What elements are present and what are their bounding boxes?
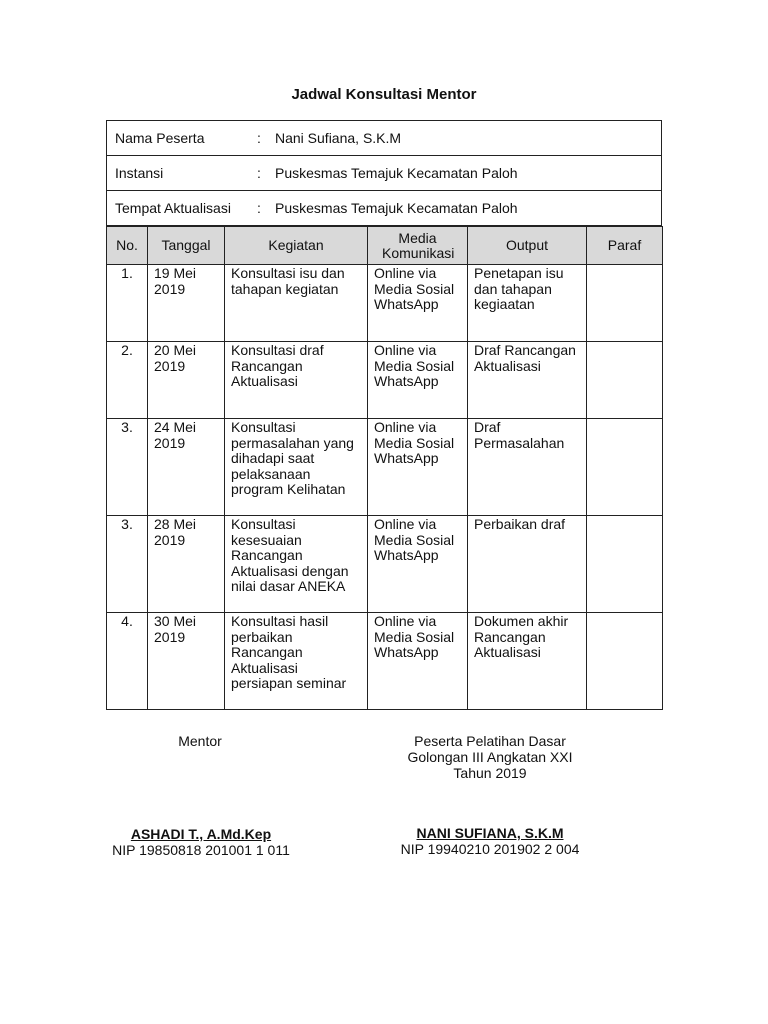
info-separator: : [257,156,275,191]
cell-tanggal: 28 Mei 2019 [148,516,225,613]
info-value: Nani Sufiana, S.K.M [275,121,662,156]
header-kegiatan: Kegiatan [225,227,368,265]
cell-output: Penetapan isu dan tahapan kegiaatan [468,265,587,342]
cell-no: 3. [107,516,148,613]
cell-tanggal: 19 Mei 2019 [148,265,225,342]
info-label: Nama Peserta [107,121,258,156]
participant-info-table [106,120,662,226]
cell-paraf [587,613,663,710]
cell-no: 1. [107,265,148,342]
cell-kegiatan: Konsultasi permasalahan yang dihadapi saat pelaksanaan program Kelihatan [225,419,368,516]
participant-nip: NIP 19940210 201902 2 004 [400,841,580,857]
cell-kegiatan: Konsultasi hasil perbaikan Rancangan Aktualisasi persiapan seminar [225,613,368,710]
info-value: Puskesmas Temajuk Kecamatan Paloh [275,156,662,191]
cell-no: 3. [107,419,148,516]
header-media: Media Komunikasi [368,227,468,265]
cell-paraf [587,342,663,419]
info-row-instansi [107,156,662,191]
participant-role-line1: Peserta Pelatihan Dasar [414,733,566,749]
cell-media: Online via Media Sosial WhatsApp [368,516,468,613]
cell-output: Draf Permasalahan [468,419,587,516]
mentor-signature-block [96,826,306,858]
cell-media: Online via Media Sosial WhatsApp [368,342,468,419]
info-value: Puskesmas Temajuk Kecamatan Paloh [275,191,662,226]
schedule-table [106,226,663,710]
info-row-tempat [107,191,662,226]
info-row-nama [107,121,662,156]
cell-media: Online via Media Sosial WhatsApp [368,419,468,516]
header-output: Output [468,227,587,265]
document-title: Jadwal Konsultasi Mentor [291,86,477,103]
cell-paraf [587,265,663,342]
table-row [107,613,663,710]
cell-media: Online via Media Sosial WhatsApp [368,265,468,342]
cell-tanggal: 30 Mei 2019 [148,613,225,710]
table-row [107,419,663,516]
participant-role-line3: Tahun 2019 [453,765,527,781]
participant-signature-block [380,825,600,857]
mentor-role: Mentor [178,733,222,749]
participant-role-line2: Golongan III Angkatan XXI [407,749,573,765]
info-separator: : [257,191,275,226]
cell-paraf [587,516,663,613]
cell-no: 4. [107,613,148,710]
cell-media: Online via Media Sosial WhatsApp [368,613,468,710]
header-tanggal: Tanggal [148,227,225,265]
mentor-name: ASHADI T., A.Md.Kep [130,826,272,842]
info-label: Instansi [107,156,258,191]
header-no: No. [107,227,148,265]
participant-name: NANI SUFIANA, S.K.M [416,825,564,841]
table-row [107,265,663,342]
info-label: Tempat Aktualisasi [107,191,258,226]
cell-output: Perbaikan draf [468,516,587,613]
cell-kegiatan: Konsultasi kesesuaian Rancangan Aktualisasi dengan nilai dasar ANEKA [225,516,368,613]
mentor-nip: NIP 19850818 201001 1 011 [112,842,290,858]
cell-kegiatan: Konsultasi draf Rancangan Aktualisasi [225,342,368,419]
cell-output: Dokumen akhir Rancangan Aktualisasi [468,613,587,710]
cell-paraf [587,419,663,516]
cell-no: 2. [107,342,148,419]
table-row [107,342,663,419]
cell-kegiatan: Konsultasi isu dan tahapan kegiatan [225,265,368,342]
cell-output: Draf Rancangan Aktualisasi [468,342,587,419]
cell-tanggal: 20 Mei 2019 [148,342,225,419]
header-paraf: Paraf [587,227,663,265]
cell-tanggal: 24 Mei 2019 [148,419,225,516]
info-separator: : [257,121,275,156]
schedule-header-row [107,227,663,265]
table-row [107,516,663,613]
